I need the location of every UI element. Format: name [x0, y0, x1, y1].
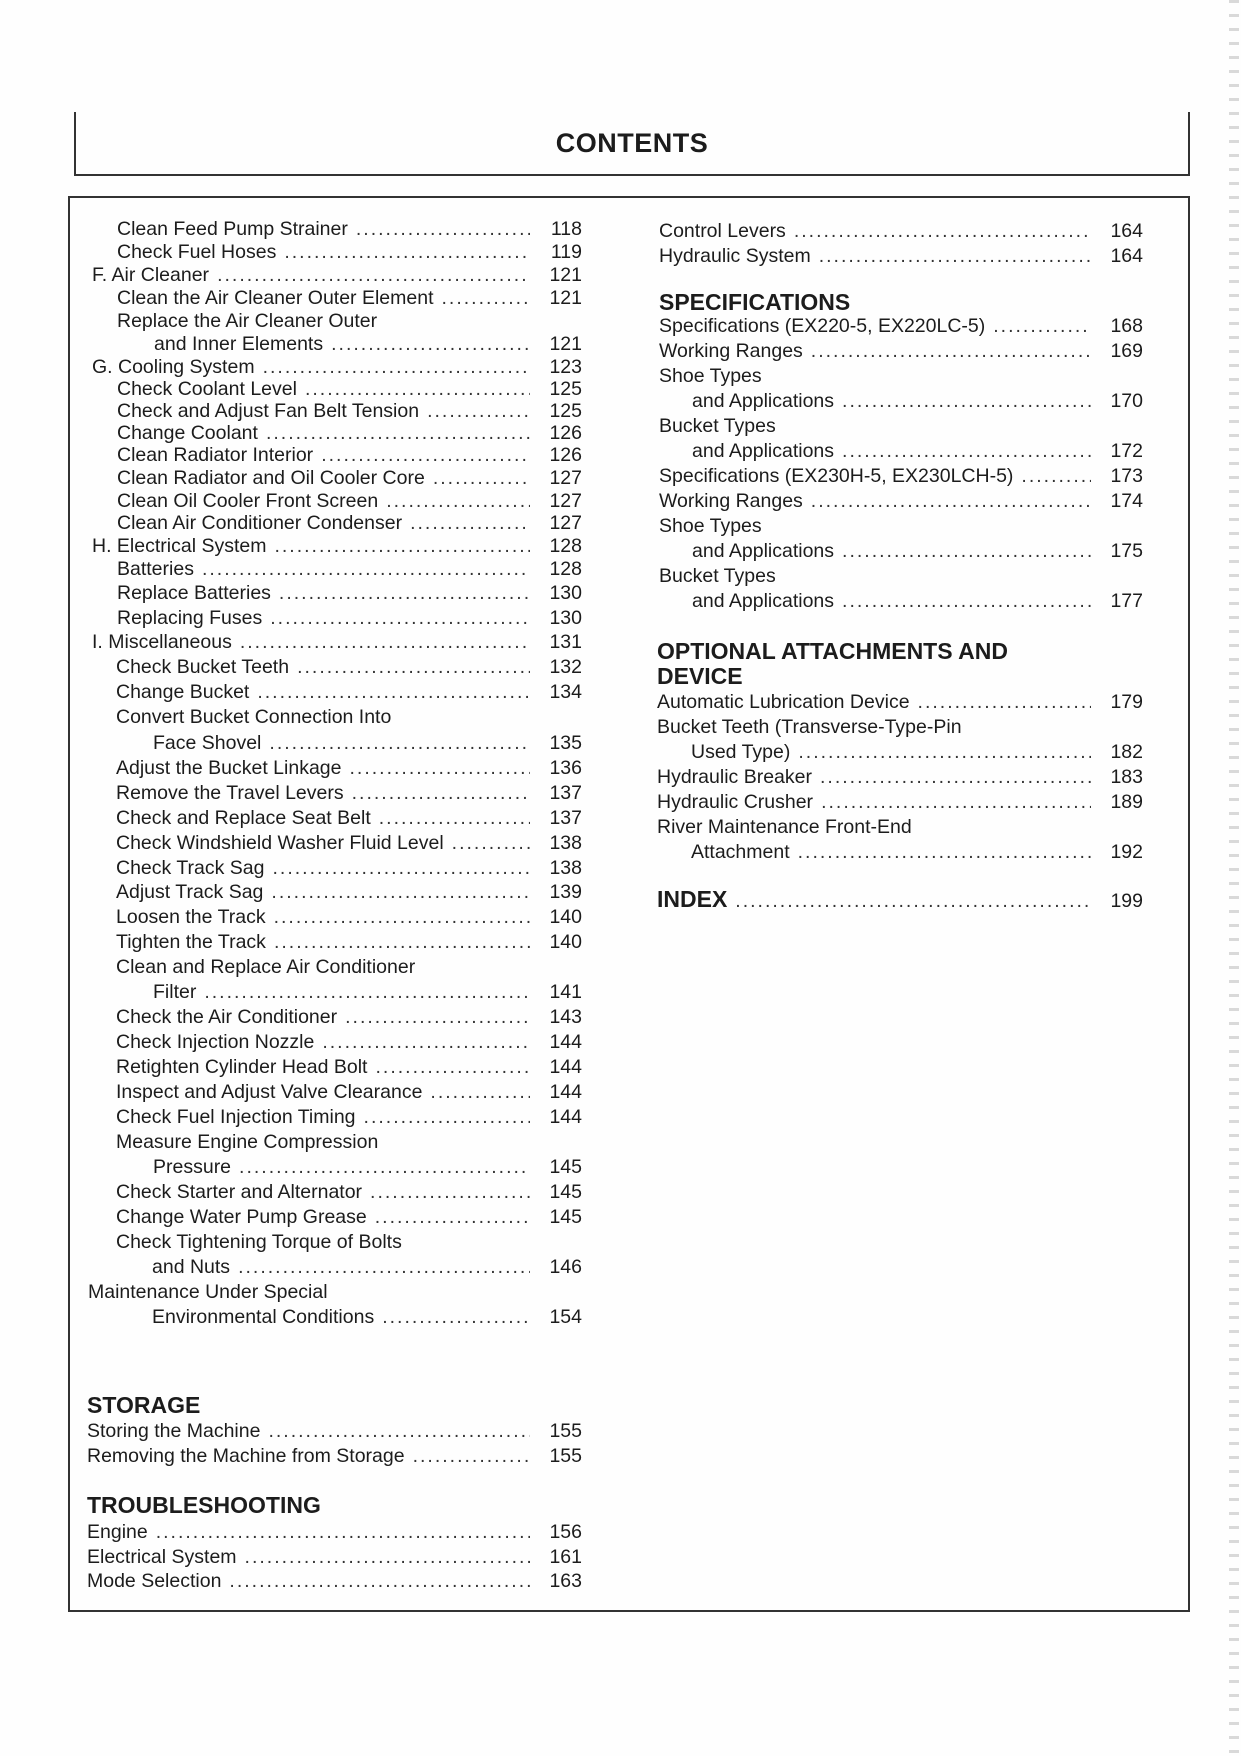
entry-page: 146: [549, 1256, 582, 1278]
section-heading-storage: STORAGE: [87, 1392, 201, 1418]
dot-leader: [375, 1056, 530, 1079]
toc-entry[interactable]: [117, 400, 582, 423]
dot-leader: [274, 906, 530, 929]
entry-page: 161: [549, 1546, 582, 1568]
dot-leader: [245, 1546, 530, 1569]
dot-leader: [452, 832, 530, 855]
dot-leader: [811, 340, 1091, 363]
toc-entry[interactable]: [154, 333, 582, 356]
dot-leader: [297, 656, 530, 679]
entry-page: 144: [549, 1106, 582, 1128]
entry-title: and Applications: [692, 540, 835, 562]
entry-title: Clean the Air Cleaner Outer Element: [117, 287, 434, 309]
entry-title: Retighten Cylinder Head Bolt: [116, 1056, 368, 1078]
toc-entry[interactable]: [116, 1006, 582, 1029]
entry-page: 128: [549, 535, 582, 557]
toc-entry[interactable]: [657, 791, 1143, 814]
toc-entry[interactable]: [116, 1081, 582, 1104]
entry-page: 144: [549, 1056, 582, 1078]
toc-entry[interactable]: [117, 558, 582, 581]
entry-title: Inspect and Adjust Valve Clearance: [116, 1081, 423, 1103]
dot-leader: [442, 287, 531, 310]
toc-entry[interactable]: [117, 218, 582, 241]
entry-page: 163: [549, 1570, 582, 1592]
entry-page: 134: [549, 681, 582, 703]
entry-title-line: Bucket Teeth (Transverse-Type-Pin: [657, 716, 962, 738]
entry-page: 137: [549, 782, 582, 804]
scan-margin-marks: [1229, 0, 1239, 1756]
entry-title: Clean Feed Pump Strainer: [117, 218, 348, 240]
entry-page: 128: [549, 558, 582, 580]
entry-title: Clean Radiator and Oil Cooler Core: [117, 467, 425, 489]
entry-page: 127: [549, 490, 582, 512]
dot-leader: [321, 444, 530, 467]
entry-page: 145: [549, 1181, 582, 1203]
dot-leader: [271, 881, 530, 904]
entry-title-line: Replace the Air Cleaner Outer: [117, 310, 378, 332]
entry-title: Engine: [87, 1521, 148, 1543]
toc-entry[interactable]: [692, 440, 1143, 463]
entry-title-line: Bucket Types: [659, 415, 776, 437]
entry-title: Check and Replace Seat Belt: [116, 807, 371, 829]
dot-leader: [820, 766, 1091, 789]
toc-entry[interactable]: [116, 931, 582, 954]
dot-leader: [229, 1570, 530, 1593]
entry-title: Change Water Pump Grease: [116, 1206, 367, 1228]
entry-page: 145: [549, 1206, 582, 1228]
toc-entry[interactable]: [117, 287, 582, 310]
toc-entry[interactable]: [87, 1546, 582, 1569]
entry-title-line: Convert Bucket Connection Into: [116, 706, 392, 728]
entry-title: Check Starter and Alternator: [116, 1181, 363, 1203]
dot-leader: [842, 440, 1091, 463]
toc-entry[interactable]: [691, 741, 1143, 764]
entry-page: 125: [549, 400, 582, 422]
entry-title: Working Ranges: [659, 340, 803, 362]
section-heading-specifications: SPECIFICATIONS: [659, 289, 851, 315]
entry-page: 130: [549, 582, 582, 604]
entry-title: Replacing Fuses: [117, 607, 263, 629]
toc-entry[interactable]: [153, 981, 582, 1004]
entry-title: H. Electrical System: [92, 535, 267, 557]
entry-page: 135: [549, 732, 582, 754]
entry-title: Clean Oil Cooler Front Screen: [117, 490, 379, 512]
entry-page: 130: [549, 607, 582, 629]
toc-entry[interactable]: [692, 540, 1143, 563]
toc-entry[interactable]: [659, 465, 1143, 488]
dot-leader: [735, 890, 1091, 913]
entry-title: and Applications: [692, 440, 835, 462]
section-heading-index: INDEX: [657, 886, 728, 912]
entry-page: 189: [1110, 791, 1143, 813]
entry-title: Used Type): [691, 741, 791, 763]
dot-leader: [217, 264, 530, 287]
dot-leader: [266, 422, 530, 445]
dot-leader: [1021, 465, 1091, 488]
entry-title-line: Clean and Replace Air Conditioner: [116, 956, 416, 978]
entry-title: Replace Batteries: [117, 582, 271, 604]
toc-entry[interactable]: [692, 590, 1143, 613]
entry-title: F. Air Cleaner: [92, 264, 210, 286]
toc-entry[interactable]: [117, 241, 582, 264]
entry-title: Remove the Travel Levers: [116, 782, 344, 804]
section-heading-troubleshooting: TROUBLESHOOTING: [87, 1492, 321, 1518]
dot-leader: [349, 757, 530, 780]
entry-page: 175: [1110, 540, 1143, 562]
entry-title: and Applications: [692, 390, 835, 412]
dot-leader: [427, 400, 530, 423]
toc-entry[interactable]: [116, 807, 582, 830]
toc-entry[interactable]: [117, 444, 582, 467]
dot-leader: [842, 390, 1091, 413]
toc-entry[interactable]: [87, 1570, 582, 1593]
entry-title: and Inner Elements: [154, 333, 324, 355]
dot-leader: [322, 1031, 530, 1054]
toc-entry[interactable]: [116, 1031, 582, 1054]
entry-title: and Applications: [692, 590, 835, 612]
entry-page: 119: [550, 241, 582, 263]
toc-entry[interactable]: [153, 732, 582, 755]
dot-leader: [430, 1081, 530, 1104]
toc-entry[interactable]: [92, 356, 582, 379]
entry-title: Batteries: [117, 558, 194, 580]
entry-page: 192: [1110, 841, 1143, 863]
entry-page: 121: [549, 264, 582, 286]
entry-page: 144: [549, 1031, 582, 1053]
entry-page: 182: [1110, 741, 1143, 763]
dot-leader: [410, 512, 530, 535]
entry-title: Adjust the Bucket Linkage: [116, 757, 342, 779]
entry-page: 183: [1110, 766, 1143, 788]
dot-leader: [352, 782, 530, 805]
dot-leader: [413, 1445, 530, 1468]
toc-entry[interactable]: [117, 378, 582, 401]
entry-page: 164: [1110, 220, 1143, 242]
dot-leader: [279, 582, 530, 605]
entry-page: 138: [549, 857, 582, 879]
toc-entry[interactable]: [92, 535, 582, 558]
dot-leader: [375, 1206, 530, 1229]
toc-entry[interactable]: [116, 832, 582, 855]
toc-entry[interactable]: [659, 245, 1143, 268]
toc-entry[interactable]: [659, 490, 1143, 513]
dot-leader: [918, 691, 1091, 714]
dot-leader: [364, 1106, 530, 1129]
entry-title: Check the Air Conditioner: [116, 1006, 338, 1028]
entry-title-line: Bucket Types: [659, 565, 776, 587]
toc-entry[interactable]: [87, 1445, 582, 1468]
entry-page: 123: [549, 356, 582, 378]
toc-entry[interactable]: [153, 1156, 582, 1179]
entry-page: 199: [1110, 890, 1143, 912]
entry-page: 155: [549, 1445, 582, 1467]
toc-entry[interactable]: [116, 906, 582, 929]
entry-title-line: Check Tightening Torque of Bolts: [116, 1231, 402, 1253]
toc-entry[interactable]: [691, 841, 1143, 864]
section-heading-optional-2: DEVICE: [657, 663, 743, 689]
dot-leader: [156, 1521, 530, 1544]
toc-entry[interactable]: [116, 1206, 582, 1229]
entry-page: 154: [549, 1306, 582, 1328]
toc-entry[interactable]: [92, 264, 582, 287]
dot-leader: [993, 315, 1091, 338]
dot-leader: [263, 356, 530, 379]
dot-leader: [270, 607, 530, 630]
entry-title: Clean Air Conditioner Condenser: [117, 512, 403, 534]
entry-title: and Nuts: [152, 1256, 231, 1278]
entry-page: 118: [550, 218, 582, 240]
dot-leader: [819, 245, 1091, 268]
toc-entry[interactable]: [116, 881, 582, 904]
toc-entry[interactable]: [92, 631, 582, 654]
entry-title: Check and Adjust Fan Belt Tension: [117, 400, 420, 422]
dot-leader: [794, 220, 1091, 243]
entry-title: Hydraulic System: [659, 245, 811, 267]
entry-page: 131: [549, 631, 582, 653]
dot-leader: [305, 378, 530, 401]
entry-title: Hydraulic Breaker: [657, 766, 812, 788]
toc-entry[interactable]: [117, 607, 582, 630]
toc-entry[interactable]: [116, 656, 582, 679]
entry-title: Clean Radiator Interior: [117, 444, 314, 466]
entry-title: Change Bucket: [116, 681, 250, 703]
entry-page: 132: [549, 656, 582, 678]
dot-leader: [842, 590, 1091, 613]
entry-page: 141: [549, 981, 582, 1003]
dot-leader: [268, 1420, 530, 1443]
toc-entry[interactable]: [692, 390, 1143, 413]
entry-page: 170: [1110, 390, 1143, 412]
toc-entry[interactable]: [116, 757, 582, 780]
dot-leader: [238, 1256, 530, 1279]
entry-page: 174: [1110, 490, 1143, 512]
toc-entry[interactable]: [659, 340, 1143, 363]
dot-leader: [811, 490, 1091, 513]
entry-title: Hydraulic Crusher: [657, 791, 814, 813]
entry-title: Removing the Machine from Storage: [87, 1445, 405, 1467]
entry-title: Check Windshield Washer Fluid Level: [116, 832, 444, 854]
toc-entry-index[interactable]: [657, 888, 1143, 913]
toc-entry[interactable]: [152, 1256, 582, 1279]
entry-title-line: River Maintenance Front-End: [657, 816, 912, 838]
dot-leader: [204, 981, 530, 1004]
dot-leader: [202, 558, 530, 581]
section-heading-optional-1: OPTIONAL ATTACHMENTS AND: [657, 638, 1008, 664]
entry-title-line: Measure Engine Compression: [116, 1131, 379, 1153]
entry-title: Automatic Lubrication Device: [657, 691, 910, 713]
entry-title: Check Fuel Injection Timing: [116, 1106, 356, 1128]
entry-title-line: Maintenance Under Special: [88, 1281, 328, 1303]
dot-leader: [272, 857, 530, 880]
toc-entry[interactable]: [116, 1106, 582, 1129]
entry-page: 173: [1110, 465, 1143, 487]
dot-leader: [274, 535, 530, 558]
entry-page: 164: [1110, 245, 1143, 267]
entry-title: Filter: [153, 981, 197, 1003]
dot-leader: [274, 931, 530, 954]
dot-leader: [382, 1306, 530, 1329]
entry-title: Mode Selection: [87, 1570, 222, 1592]
page-title: CONTENTS: [555, 128, 709, 158]
entry-title: Environmental Conditions: [152, 1306, 375, 1328]
entry-title: Face Shovel: [153, 732, 262, 754]
entry-title: Check Track Sag: [116, 857, 265, 879]
entry-page: 127: [549, 467, 582, 489]
entry-title: Specifications (EX220-5, EX220LC-5): [659, 315, 986, 337]
entry-title: Adjust Track Sag: [116, 881, 264, 903]
entry-title: I. Miscellaneous: [92, 631, 232, 653]
toc-entry[interactable]: [152, 1306, 582, 1329]
entry-page: 155: [549, 1420, 582, 1442]
entry-page: 172: [1110, 440, 1143, 462]
entry-page: 140: [549, 931, 582, 953]
dot-leader: [379, 807, 530, 830]
dot-leader: [331, 333, 530, 356]
entry-page: 137: [549, 807, 582, 829]
dot-leader: [284, 241, 530, 264]
entry-title: Control Levers: [659, 220, 786, 242]
entry-title: Change Coolant: [117, 422, 258, 444]
toc-entry[interactable]: [116, 857, 582, 880]
dot-leader: [370, 1181, 530, 1204]
entry-page: 125: [549, 378, 582, 400]
toc-entry[interactable]: [657, 691, 1143, 714]
entry-page: 177: [1110, 590, 1143, 612]
dot-leader: [356, 218, 530, 241]
entry-title: Check Bucket Teeth: [116, 656, 290, 678]
entry-page: 143: [549, 1006, 582, 1028]
toc-entry[interactable]: [116, 1181, 582, 1204]
entry-page: 144: [549, 1081, 582, 1103]
toc-entry[interactable]: [659, 315, 1143, 338]
entry-page: 138: [549, 832, 582, 854]
entry-page: 169: [1110, 340, 1143, 362]
toc-entry[interactable]: [116, 782, 582, 805]
contents-box: [68, 196, 1190, 1612]
dot-leader: [239, 1156, 530, 1179]
entry-page: 121: [549, 287, 582, 309]
entry-page: 127: [549, 512, 582, 534]
toc-entry[interactable]: [117, 582, 582, 605]
entry-title: Working Ranges: [659, 490, 803, 512]
dot-leader: [240, 631, 530, 654]
dot-leader: [257, 681, 530, 704]
entry-page: 145: [549, 1156, 582, 1178]
header-box: [74, 112, 1190, 176]
entry-page: 156: [549, 1521, 582, 1543]
dot-leader: [842, 540, 1091, 563]
dot-leader: [386, 490, 530, 513]
entry-title: Pressure: [153, 1156, 232, 1178]
toc-entry[interactable]: [117, 422, 582, 445]
entry-page: 168: [1110, 315, 1143, 337]
entry-title: Check Coolant Level: [117, 378, 297, 400]
entry-title: Loosen the Track: [116, 906, 266, 928]
toc-entry[interactable]: [116, 1056, 582, 1079]
entry-page: 140: [549, 906, 582, 928]
entry-title: Check Injection Nozzle: [116, 1031, 315, 1053]
toc-entry[interactable]: [87, 1521, 582, 1544]
entry-title: Specifications (EX230H-5, EX230LCH-5): [659, 465, 1014, 487]
entry-page: 136: [549, 757, 582, 779]
dot-leader: [821, 791, 1091, 814]
entry-title-line: Shoe Types: [659, 365, 762, 387]
dot-leader: [798, 741, 1091, 764]
entry-page: 126: [549, 444, 582, 466]
toc-entry[interactable]: [117, 512, 582, 535]
entry-page: 121: [549, 333, 582, 355]
entry-title: Tighten the Track: [116, 931, 266, 953]
entry-title-line: Shoe Types: [659, 515, 762, 537]
entry-page: 139: [549, 881, 582, 903]
toc-entry[interactable]: [659, 220, 1143, 243]
entry-title: Storing the Machine: [87, 1420, 261, 1442]
entry-page: 126: [549, 422, 582, 444]
toc-entry[interactable]: [87, 1420, 582, 1443]
entry-title: G. Cooling System: [92, 356, 255, 378]
dot-leader: [269, 732, 530, 755]
entry-title: Check Fuel Hoses: [117, 241, 277, 263]
toc-entry[interactable]: [117, 467, 582, 490]
toc-entry[interactable]: [117, 490, 582, 513]
toc-entry[interactable]: [657, 766, 1143, 789]
dot-leader: [433, 467, 530, 490]
entry-title: Attachment: [691, 841, 790, 863]
dot-leader: [798, 841, 1091, 864]
toc-entry[interactable]: [116, 681, 582, 704]
entry-title: Electrical System: [87, 1546, 237, 1568]
entry-page: 179: [1110, 691, 1143, 713]
dot-leader: [345, 1006, 530, 1029]
